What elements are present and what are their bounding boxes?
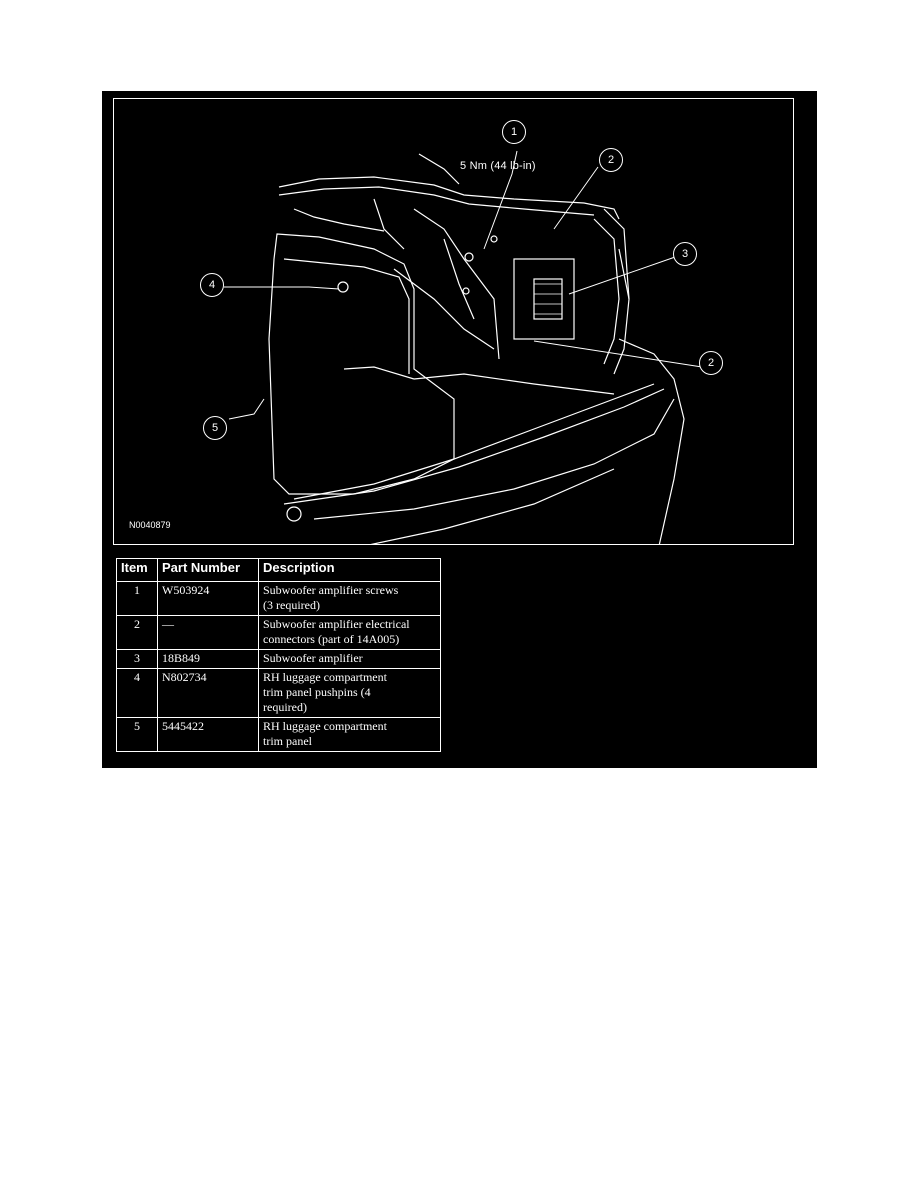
description-cell (259, 582, 441, 616)
part-number-cell: — (158, 616, 259, 650)
header-description: Description (259, 559, 441, 582)
description-cell (259, 718, 441, 752)
description-line: Subwoofer amplifier (263, 651, 363, 665)
item-cell: 4 (117, 669, 158, 718)
part-number-cell: N802734 (158, 669, 259, 718)
callout-5: 5 (203, 416, 227, 440)
header-item: Item (117, 559, 158, 582)
parts-table (116, 558, 441, 752)
description-line: Subwoofer amplifier electrical (263, 617, 410, 631)
callout-1: 1 (502, 120, 526, 144)
description-line: RH luggage compartment (263, 719, 387, 733)
description-cell (259, 616, 441, 650)
trunk-line-drawing (114, 99, 794, 545)
callout-3: 3 (673, 242, 697, 266)
figure-id: N0040879 (129, 520, 171, 530)
header-part-number: Part Number (158, 559, 259, 582)
description-line: connectors (part of 14A005) (263, 632, 400, 646)
description-line: Subwoofer amplifier screws (263, 583, 399, 597)
part-number-cell: 5445422 (158, 718, 259, 752)
description-line: trim panel pushpins (4 (263, 685, 371, 699)
table-row (117, 669, 441, 718)
description-line: (3 required) (263, 598, 320, 612)
illustration (113, 98, 794, 545)
table-row (117, 582, 441, 616)
item-cell: 3 (117, 650, 158, 669)
torque-spec: 5 Nm (44 lb-in) (460, 160, 536, 172)
part-number-cell: 18B849 (158, 650, 259, 669)
description-line: required) (263, 700, 307, 714)
item-cell: 1 (117, 582, 158, 616)
table-row (117, 718, 441, 752)
description-line: trim panel (263, 734, 312, 748)
item-cell: 2 (117, 616, 158, 650)
callout-2-top: 2 (599, 148, 623, 172)
part-number-cell: W503924 (158, 582, 259, 616)
table-header-row (117, 559, 441, 582)
callout-2-bottom: 2 (699, 351, 723, 375)
table-row (117, 650, 441, 669)
description-cell (259, 669, 441, 718)
table-row (117, 616, 441, 650)
description-line: RH luggage compartment (263, 670, 387, 684)
item-cell: 5 (117, 718, 158, 752)
description-cell (259, 650, 441, 669)
callout-4: 4 (200, 273, 224, 297)
